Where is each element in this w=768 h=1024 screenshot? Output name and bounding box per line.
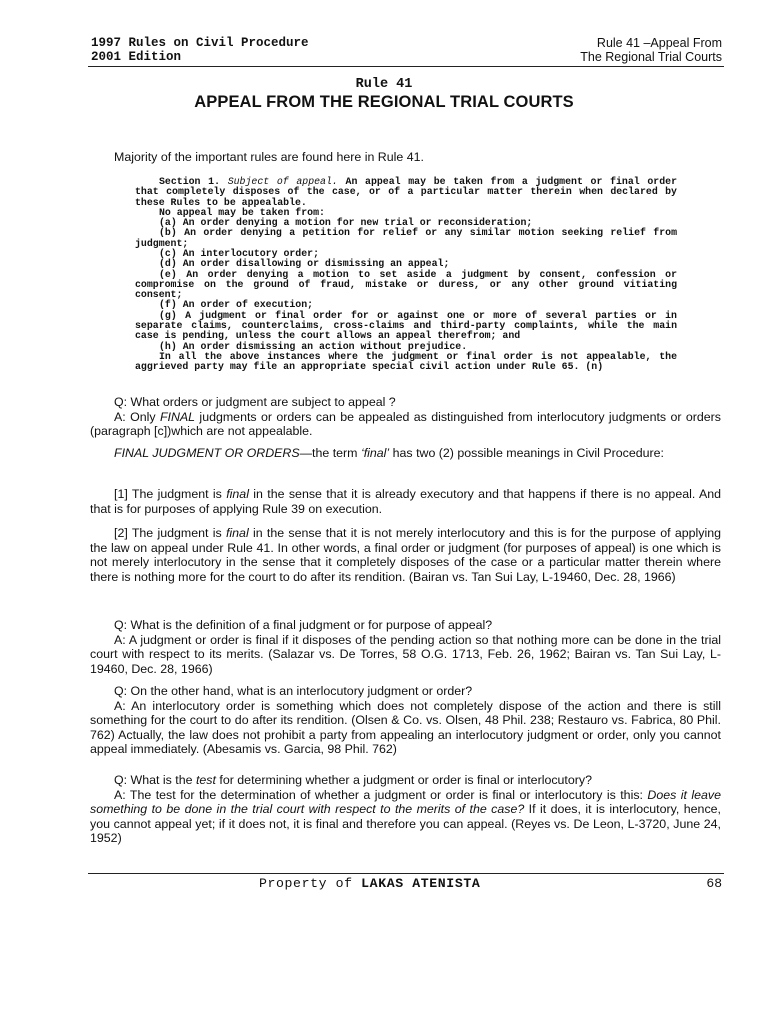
footer-prefix: Property of	[259, 876, 362, 891]
section-lead-text: An appeal may be taken from a judgment or final order that completely disposes of the case, or of a particular matter therein when declared by these Rules to be appealable.	[135, 176, 677, 208]
term-emphasis: ‘final’	[360, 446, 390, 460]
list-item: (b) An order denying a petition for relief or any similar motion seeking relief from judgment;	[135, 227, 677, 249]
meaning-text: [1] The judgment is	[114, 487, 227, 501]
meaning-1	[90, 487, 721, 516]
answer-emphasis: FINAL	[159, 409, 196, 424]
meaning-emphasis: final	[225, 526, 249, 540]
intro-text: Majority of the important rules are found here in Rule 41.	[114, 150, 424, 164]
footer-owner	[259, 876, 480, 891]
question-text: for determining whether a judgment or order is final or interlocutory?	[215, 773, 592, 787]
list-item: (a) An order denying a motion for new trial or reconsideration;	[159, 217, 533, 229]
meaning-2	[90, 526, 721, 584]
question-emphasis: test	[195, 773, 216, 787]
header-rule-title-1: Rule 41 –Appeal From	[596, 36, 722, 50]
meaning-text: in the sense that it is already executory and that happens if there is no appeal. And that is for purposes of applying Rule 39 on execution.	[90, 487, 722, 516]
answer: A: An interlocutory order is something which does not completely dispose of the action and there is still something for the court to do after its rendition. (Olsen & Co. vs. Olsen, 48 Phil. 238; Restauro vs. Fabrica, 80 Phil. 762) Actually, the law does not prohibit a party from appealing an interlocutory judgment or order, only you cannot appeal immediately. (Abesamis vs. Garcia, 98 Phil. 762)	[90, 698, 721, 757]
meaning-paragraph	[90, 526, 721, 584]
question: Q: On the other hand, what is an interlocutory judgment or order?	[114, 684, 473, 698]
header-edition: 2001 Edition	[91, 50, 182, 64]
answer-text: A: The test for the determination of whether a judgment or order is final or interlocutory is this:	[114, 787, 648, 802]
qa-3	[90, 684, 721, 757]
answer: A: A judgment or order is final if it disposes of the pending action so that nothing more can be done in the trial court with respect to its merits. (Salazar vs. De Torres, 58 O.G. 1713, Feb. 26, 1962; Bairan vs. Tan Sui Lay, L-19460, Dec. 28, 1966)	[90, 632, 721, 676]
list-item: (c) An interlocutory order;	[159, 247, 320, 259]
answer-text: judgments or orders can be appealed as distinguished from interlocutory judgments or orders (paragraph [c])which are not appealable.	[90, 409, 721, 439]
footer-owner-name: LAKAS ATENISTA	[361, 876, 481, 891]
qa-4	[90, 773, 721, 846]
meaning-text: [2] The judgment is	[114, 526, 226, 540]
running-header-left	[91, 36, 309, 64]
header-divider	[88, 66, 724, 67]
meaning-emphasis: final	[226, 487, 249, 501]
question-text: Q: What is the	[114, 773, 196, 787]
list-item: (e) An order denying a motion to set aside a judgment by consent, confession or compromise on the ground of fraud, mistake or duress, or any other ground vitiating consent;	[135, 268, 677, 301]
list-item: (h) An order dismissing an action without prejudice.	[159, 340, 468, 352]
question: Q: What orders or judgment are subject to appeal ?	[114, 395, 396, 409]
section-closing: In all the above instances where the judgment or final order is not appealable, the aggrieved party may file an appropriate special civil action under Rule 65. (n)	[135, 350, 677, 373]
header-book-title: 1997 Rules on Civil Procedure	[91, 36, 309, 50]
answer-text: If it does, it is interlocutory, hence, you cannot appeal yet; if it does not, it is final and therefore you can appeal. (Reyes vs. De Leon, L-3720, June 24, 1952)	[90, 802, 721, 846]
final-judgment-definition	[90, 446, 721, 461]
answer	[90, 788, 721, 846]
rule-number: Rule 41	[355, 77, 413, 92]
section-label: Section 1.	[159, 176, 221, 187]
page-title: APPEAL FROM THE REGIONAL TRIAL COURTS	[194, 93, 574, 111]
list-item: (f) An order of execution;	[159, 299, 314, 311]
section-heading: Subject of appeal.	[227, 176, 338, 187]
meaning-text: in the sense that it is not merely interlocutory and this is for the purpose of applying the law on appeal under Rule 41. In other words, a final order or judgment (for purposes of appeal) is one which is not merely interlocutory in the sense that it completely disposes of the case or a particular matter therein where there is nothing more for the court to do after its rendition. (Bairan vs. Tan Sui Lay, L-19460, Dec. 28, 1966)	[90, 526, 722, 584]
qa-1	[90, 395, 721, 439]
page-number: 68	[706, 876, 722, 891]
answer-emphasis: Does it leave something to be done in the trial court with respect to the merits of the case?	[90, 787, 721, 817]
list-item: (d) An order disallowing or dismissing an appeal;	[159, 258, 450, 270]
header-rule-title-2: The Regional Trial Courts	[580, 50, 722, 64]
running-header-right	[580, 36, 722, 64]
question	[90, 773, 721, 788]
definition-text: —the term	[299, 446, 361, 460]
meaning-paragraph	[90, 487, 721, 516]
list-item: (g) A judgment or final order for or against one or more of several parties or in separate claims, counterclaims, cross-claims and third-party complaints, while the main case is pending, unless the court allows an appeal therefrom; and	[135, 309, 677, 342]
section-lead	[135, 177, 677, 208]
answer-text: A: Only	[114, 409, 160, 424]
section-text	[135, 177, 677, 372]
footer-divider	[88, 873, 724, 874]
term-emphasis: FINAL JUDGMENT OR ORDERS	[114, 446, 300, 460]
definition-paragraph	[90, 446, 721, 461]
no-appeal-line: No appeal may be taken from:	[159, 206, 325, 218]
answer	[90, 410, 721, 439]
definition-text: has two (2) possible meanings in Civil Procedure:	[389, 446, 664, 460]
question: Q: What is the definition of a final judgment or for purpose of appeal?	[114, 618, 493, 632]
qa-2	[90, 618, 721, 676]
